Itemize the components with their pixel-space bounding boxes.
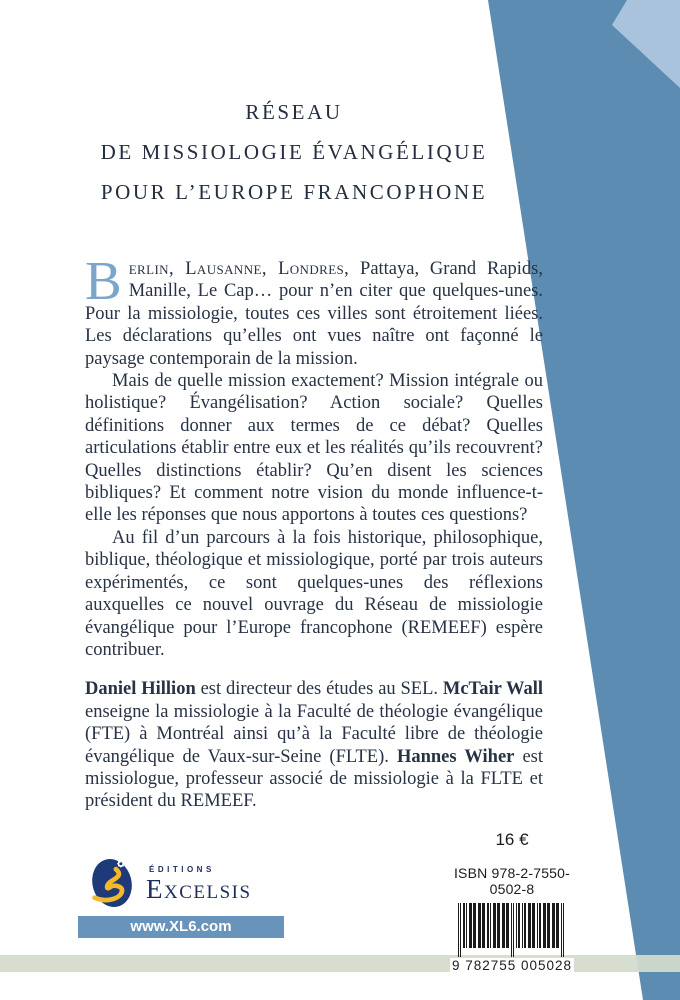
network-title xyxy=(85,92,503,212)
barcode xyxy=(436,903,588,975)
author-name-2: McTair Wall xyxy=(442,679,543,700)
website-bar xyxy=(78,916,284,938)
authors-bio xyxy=(85,678,543,812)
back-cover-text xyxy=(85,250,544,813)
author-text-2: enseigne la missiologie à la Faculté de théologie évangélique (FTE) à Montréal ainsi qu’à la Faculté libre de théologie évangélique de Vaux-sur-Seine (FLTE). xyxy=(85,701,543,767)
publisher-block xyxy=(78,855,284,937)
title-line-2: DE MISSIOLOGIE ÉVANGÉLIQUE xyxy=(100,140,488,164)
paragraph-questions: Mais de quelle mission exactement? Mission intégrale ou holistique? Évangélisation? Action sociale? Quelles définitions donner aux termes de ce débat? Quelles articulations établir entre eux et les réalités qu’ils recouvrent? Quelles distinctions établir? Qu’en disent les sciences bibliques? Et comment notre vision du monde influence-t-elle les réponses que nous apportons à toutes ces questions? xyxy=(85,371,543,526)
paragraph-overview: Au fil d’un parcours à la fois historique, philosophique, biblique, théologique et missiologique, porté par trois auteurs expérimentés, ce sont quelques-unes des réflexions auxquelles ce nouvel ouvrage du Réseau de missiologie évangélique pour l’Europe francophone (REMEEF) espère contribuer. xyxy=(85,527,543,660)
editions-label: ÉDITIONS xyxy=(149,865,215,874)
dropcap-letter: B xyxy=(85,250,122,311)
author-text-3: est missiologue, professeur associé de missiologie à la FLTE et président du REMEEF. xyxy=(85,746,544,812)
publisher-name-group xyxy=(146,865,252,905)
title-line-1: RÉSEAU xyxy=(245,100,343,124)
barcode-bars xyxy=(436,903,588,957)
isbn-label: ISBN 978-2-7550-0502-8 xyxy=(453,865,571,897)
title-line-3: POUR L’EUROPE FRANCOPHONE xyxy=(100,180,488,204)
cities-smallcaps: erlin, Lausanne, Londres, xyxy=(128,259,350,279)
cities-rest: Pattaya, Grand Rapids, Manille, Le Cap… pour n’en citer que quelques-unes. Pour la missiologie, toutes ces villes sont étroitement liées. Les déclarations qu’elles ont vues naître ont façonné le paysage contemporain de la mission. xyxy=(85,259,543,369)
price-isbn-block xyxy=(436,830,588,975)
price: 16 € xyxy=(495,830,529,849)
author-name-3: Hannes Wiher xyxy=(396,746,515,767)
author-text-1: est directeur des études au SEL. xyxy=(195,679,443,700)
author-name-1: Daniel Hillion xyxy=(85,679,196,700)
excelsis-logo-icon xyxy=(90,857,134,909)
website-url: www.XL6.com xyxy=(130,918,232,935)
star-icon xyxy=(117,860,125,868)
barcode-digits: 9 782755 005028 xyxy=(451,958,573,973)
paragraph-cities xyxy=(85,250,543,370)
publisher-name: Excelsis xyxy=(146,874,252,904)
